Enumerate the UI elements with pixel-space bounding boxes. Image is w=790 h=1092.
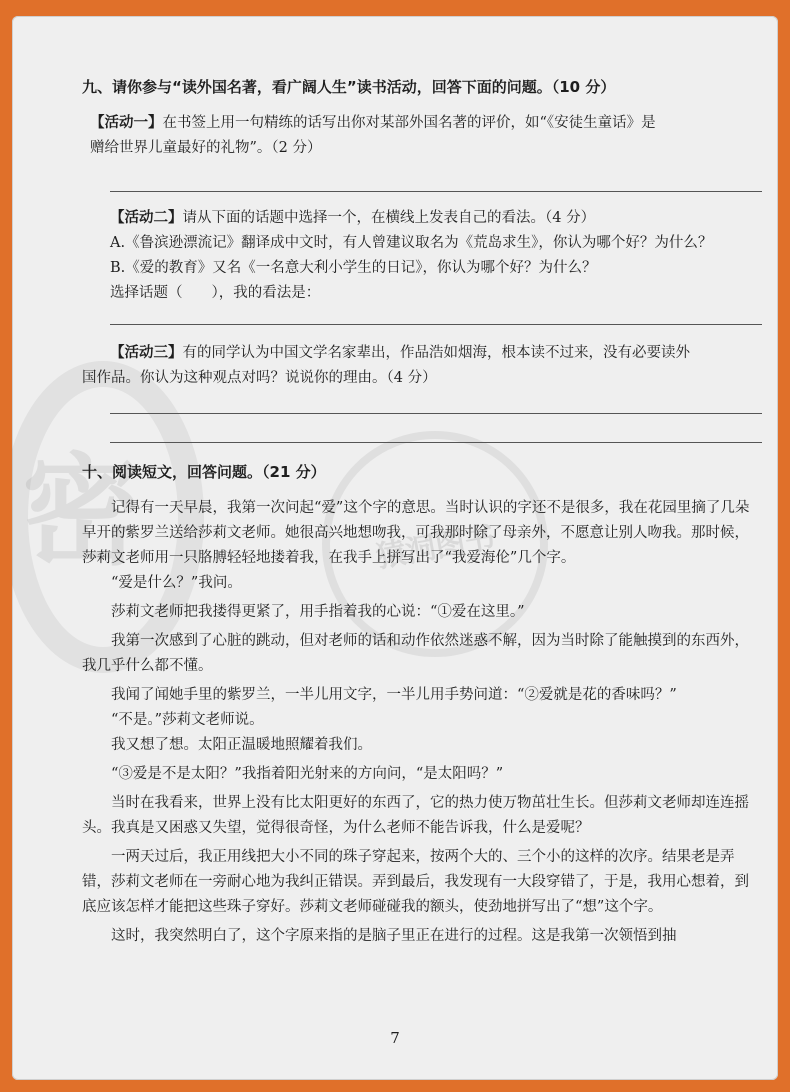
activity-2-prompt: 请从下面的话题中选择一个，在横线上发表自己的看法。（4 分） — [182, 210, 596, 226]
answer-line-4[interactable] — [110, 442, 762, 443]
passage-paragraph: “爱是什么？”我问。 — [111, 575, 242, 591]
activity-2-label: 【活动二】 — [110, 210, 183, 226]
stamp-glyph: 密 — [22, 443, 142, 582]
activity-3-prompt: 有的同学认为中国文学名家辈出，作品浩如烟海，根本读不过来，没有必要读外 — [182, 345, 690, 361]
topic-option-a: A.《鲁滨逊漂流记》翻译成中文时，有人曾建议取名为《荒岛求生》，你认为哪个好？为什么？ — [110, 235, 713, 251]
reading-passage — [82, 496, 762, 949]
passage-paragraph: 我闻了闻她手里的紫罗兰，一半儿用文字，一半儿用手势问道：“②爱就是花的香味吗？” — [111, 687, 677, 703]
passage-paragraph: 当时在我看来，世界上没有比太阳更好的东西了，它的热力使万物茁壮生长。但莎莉文老师却连连摇头。我真是又困惑又失望，觉得很奇怪，为什么老师不能告诉我，什么是爱呢？ — [82, 795, 749, 836]
passage-paragraph: 莎莉文老师把我搂得更紧了，用手指着我的心说：“①爱在这里。” — [111, 604, 525, 620]
passage-paragraph: “③爱是不是太阳？”我指着阳光射来的方向问，“是太阳吗？” — [111, 766, 504, 782]
activity-2 — [110, 206, 762, 306]
activity-3-label: 【活动三】 — [110, 345, 183, 361]
answer-line-2[interactable] — [110, 324, 762, 325]
answer-line-1[interactable] — [110, 191, 762, 192]
watermark-text: 猿洞图书 — [373, 519, 498, 576]
activity-1-prompt: 在书签上用一句精练的话写出你对某部外国名著的评价，如“《安徒生童话》是 — [162, 115, 656, 131]
activity-1 — [90, 111, 762, 161]
passage-paragraph: “不是。”莎莉文老师说。 — [111, 712, 264, 728]
passage-paragraph: 这时，我突然明白了，这个字原来指的是脑子里正在进行的过程。这是我第一次领悟到抽 — [111, 928, 677, 944]
activity-1-prompt-cont: 赠给世界儿童最好的礼物”。（2 分） — [90, 140, 322, 156]
activity-1-label: 【活动一】 — [90, 115, 163, 131]
passage-paragraph: 一两天过后，我正用线把大小不同的珠子穿起来，按两个大的、三个小的这样的次序。结果老是弄错，莎莉文老师在一旁耐心地为我纠正错误。弄到最后，我发现有一大段穿错了，于是，我用心想着，到底应该怎样才能把这些珠子穿好。莎莉文老师碰碰我的额头，使劲地拼写出了“想”这个字。 — [82, 849, 749, 915]
activity-3 — [110, 341, 762, 366]
passage-paragraph: 我又想了想。太阳正温暖地照耀着我们。 — [111, 737, 372, 753]
passage-paragraph: 我第一次感到了心脏的跳动，但对老师的话和动作依然迷惑不解，因为当时除了能触摸到的东西外，我几乎什么都不懂。 — [82, 633, 749, 674]
worksheet-page — [12, 16, 778, 1080]
page-content — [82, 76, 762, 949]
topic-choice-line: 选择话题（ ），我的看法是： — [110, 285, 321, 301]
page-number: 7 — [390, 1029, 400, 1047]
answer-line-3[interactable] — [110, 413, 762, 414]
topic-option-b: B.《爱的教育》又名《一名意大利小学生的日记》，你认为哪个好？为什么？ — [110, 260, 597, 276]
section-9-title: 九、请你参与“读外国名著，看广阔人生”读书活动，回答下面的问题。（10 分） — [82, 78, 616, 96]
activity-3-prompt-cont: 国作品。你认为这种观点对吗？说说你的理由。（4 分） — [82, 370, 437, 386]
section-10-title: 十、阅读短文，回答问题。（21 分） — [82, 463, 326, 481]
passage-paragraph: 记得有一天早晨，我第一次问起“爱”这个字的意思。当时认识的字还不是很多，我在花园里摘了几朵早开的紫罗兰送给莎莉文老师。她很高兴地想吻我，可我那时除了母亲外，不愿意让别人吻我。那时候，莎莉文老师用一只胳膊轻轻地搂着我，在我手上拼写出了“我爱海伦”几个字。 — [82, 500, 750, 566]
